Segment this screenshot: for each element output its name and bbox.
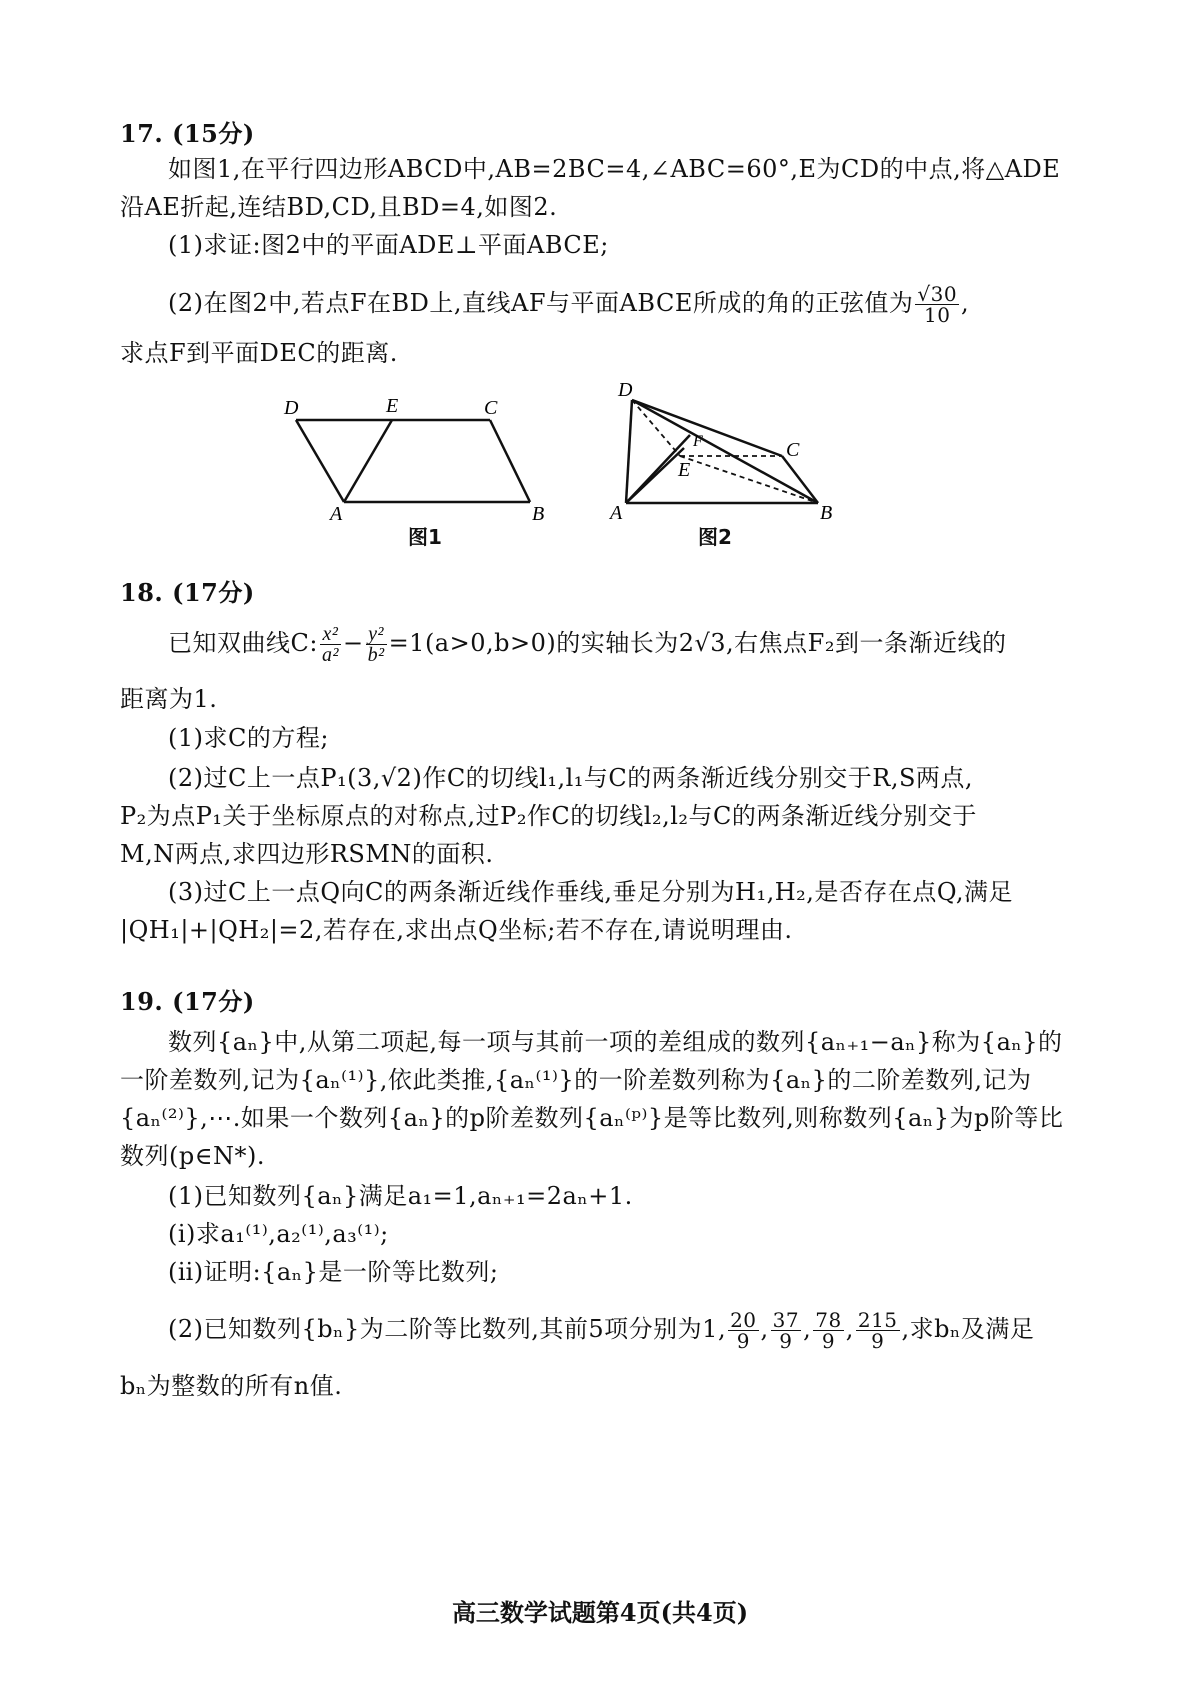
term-3-num: 37 — [772, 1308, 800, 1332]
sine-fraction — [915, 284, 959, 325]
term-2-fraction — [728, 1310, 758, 1351]
q18-part3-line2: |QH₁|+|QH₂|=2,若存在,求出点Q坐标;若不存在,请说明理由. — [120, 916, 793, 944]
q19-part2 — [168, 1310, 1034, 1351]
q19-line-2: 一阶差数列,记为{aₙ⁽¹⁾},依此类推,{aₙ⁽¹⁾}的一阶差数列称为{aₙ}的二阶差数列,记为 — [120, 1066, 1032, 1094]
term-5-den: 9 — [871, 1329, 885, 1353]
q18-line-1-end: =1(a>0,b>0)的实轴长为2√3,右焦点F₂到一条渐近线的 — [388, 629, 1007, 657]
q17-part2 — [168, 284, 969, 325]
fig2-label-C: C — [786, 439, 800, 461]
q18-part2-line2: P₂为点P₁关于坐标原点的对称点,过P₂作C的切线l₂,l₂与C的两条渐近线分别交于 — [120, 802, 977, 830]
fig1-label-B: B — [532, 503, 545, 525]
term-2-num: 20 — [730, 1308, 757, 1332]
q17-part2-comma: , — [961, 289, 970, 317]
comma: , — [845, 1315, 854, 1343]
q19-part1-i: (ⅰ)求a₁⁽¹⁾,a₂⁽¹⁾,a₃⁽¹⁾; — [168, 1220, 389, 1248]
q19-part2-start: (2)已知数列{bₙ}为二阶等比数列,其前5项分别为1, — [168, 1315, 727, 1343]
comma: , — [803, 1315, 812, 1343]
q19-part2-cont: bₙ为整数的所有n值. — [120, 1372, 343, 1400]
q17-part2-cont: 求点F到平面DEC的距离. — [120, 339, 398, 367]
fig2-label-D: D — [618, 379, 633, 401]
q18-line-1-start: 已知双曲线C: — [168, 629, 318, 657]
fig1-label-A: A — [330, 503, 343, 525]
sine-numerator: √30 — [917, 282, 958, 306]
q17-line-2: 沿AE折起,连结BD,CD,且BD=4,如图2. — [120, 193, 558, 221]
term-3-den: 9 — [779, 1329, 793, 1353]
q19-heading: 19. (17分) — [120, 987, 255, 1016]
q18-heading: 18. (17分) — [120, 578, 255, 607]
fig1-label-C: C — [484, 397, 498, 419]
q18-part1: (1)求C的方程; — [168, 724, 329, 752]
term-4-den: 9 — [821, 1329, 836, 1353]
y-frac-num: y² — [366, 624, 387, 645]
q19-part1: (1)已知数列{aₙ}满足a₁=1,aₙ₊₁=2aₙ+1. — [168, 1182, 633, 1210]
term-3-fraction — [771, 1310, 801, 1351]
fig2-label-F: F — [693, 433, 703, 450]
fig2-label-E: E — [678, 459, 691, 481]
x-fraction — [320, 624, 341, 665]
q19-part1-ii: (ⅱ)证明:{aₙ}是一阶等比数列; — [168, 1258, 499, 1286]
y-frac-den: b² — [367, 644, 385, 666]
q17-part1: (1)求证:图2中的平面ADE⊥平面ABCE; — [168, 231, 609, 259]
term-2-den: 9 — [736, 1329, 750, 1353]
q18-line-1 — [168, 624, 1006, 665]
comma: , — [760, 1315, 769, 1343]
minus-sign: − — [342, 629, 364, 657]
fig1-label-D: D — [284, 397, 299, 419]
q17-line-1: 如图1,在平行四边形ABCD中,AB=2BC=4,∠ABC=60°,E为CD的中点,将△ADE — [168, 155, 1061, 183]
q18-part2-line3: M,N两点,求四边形RSMN的面积. — [120, 840, 494, 868]
term-4-num: 78 — [815, 1308, 842, 1332]
y-fraction — [366, 624, 387, 665]
term-5-num: 215 — [857, 1308, 898, 1332]
x-frac-num: x² — [320, 624, 341, 645]
q19-part2-end: ,求bₙ及满足 — [901, 1315, 1035, 1343]
sine-denominator: 10 — [923, 303, 951, 327]
q19-line-3: {aₙ⁽²⁾},⋯.如果一个数列{aₙ}的p阶差数列{aₙ⁽ᵖ⁾}是等比数列,则称数列{aₙ}为p阶等比 — [120, 1104, 1064, 1132]
figure-1-caption: 图1 — [408, 525, 442, 549]
page-footer: 高三数学试题第4页(共4页) — [451, 1598, 749, 1627]
q18-part3-line1: (3)过C上一点Q向C的两条渐近线作垂线,垂足分别为H₁,H₂,是否存在点Q,满足 — [168, 878, 1013, 906]
fig2-label-A: A — [610, 502, 623, 524]
q18-part2-line1: (2)过C上一点P₁(3,√2)作C的切线l₁,l₁与C的两条渐近线分别交于R,S两点, — [168, 764, 974, 792]
term-5-fraction — [856, 1310, 900, 1351]
figure-2-caption: 图2 — [698, 525, 732, 549]
q18-line-2: 距离为1. — [120, 685, 218, 713]
fig2-label-B: B — [820, 502, 833, 524]
q19-line-1: 数列{aₙ}中,从第二项起,每一项与其前一项的差组成的数列{aₙ₊₁−aₙ}称为{aₙ}的 — [168, 1028, 1063, 1056]
term-4-fraction — [813, 1310, 843, 1351]
q17-part2-text: (2)在图2中,若点F在BD上,直线AF与平面ABCE所成的角的正弦值为 — [168, 289, 914, 317]
x-frac-den: a² — [321, 644, 339, 666]
q19-line-4: 数列(p∈N*). — [120, 1142, 265, 1170]
q17-heading: 17. (15分) — [120, 119, 255, 148]
fig1-label-E: E — [386, 395, 399, 417]
